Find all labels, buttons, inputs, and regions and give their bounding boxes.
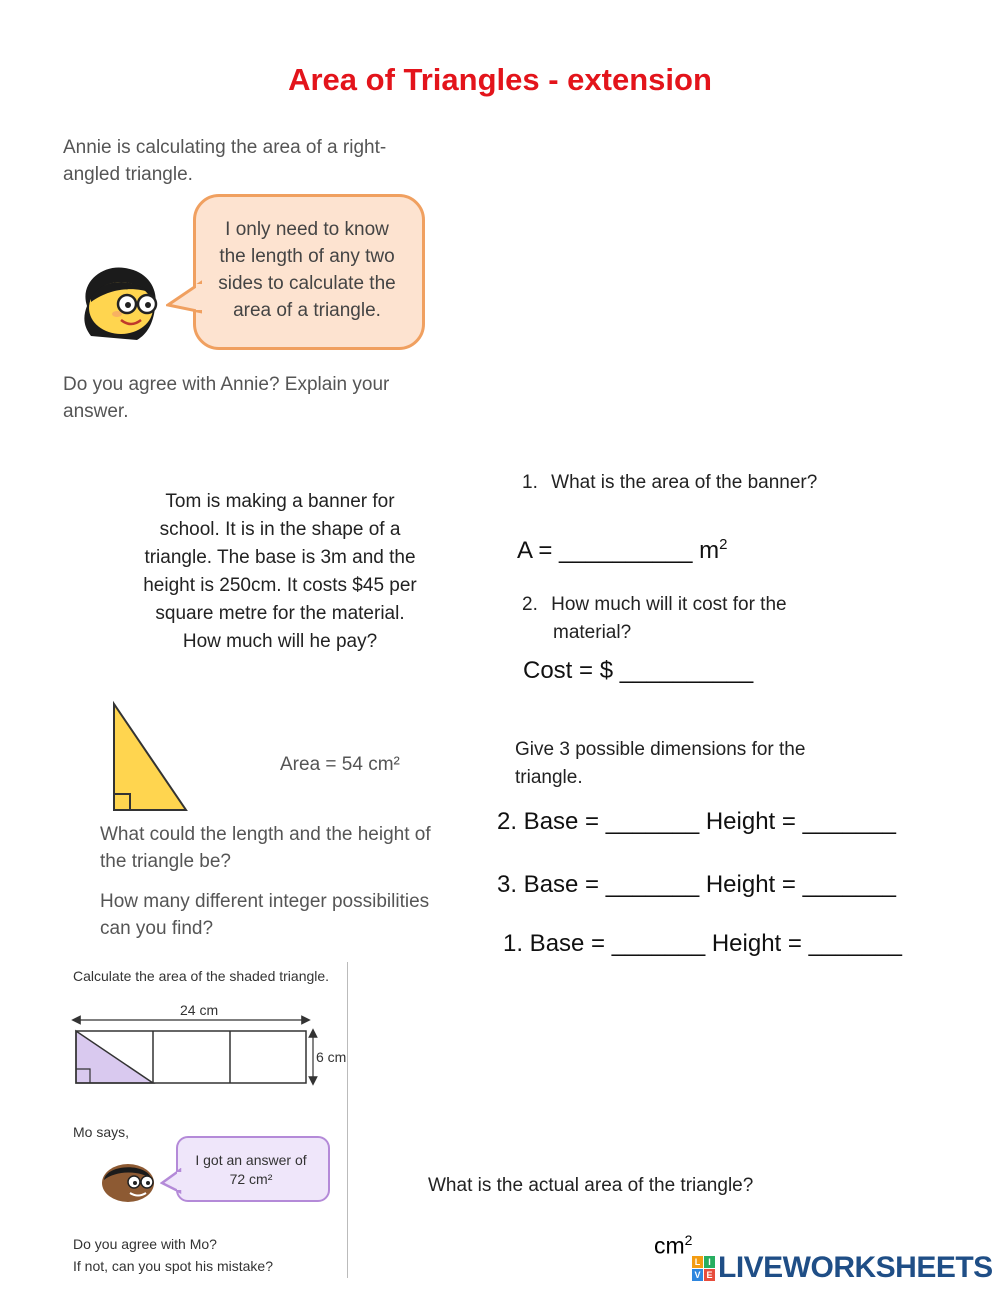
- actual-area-question: What is the actual area of the triangle?: [428, 1175, 754, 1196]
- dimension-row-2[interactable]: 2. Base = _______ Height = _______: [497, 808, 896, 835]
- annie-question-line: answer.: [63, 401, 129, 422]
- area-answer-label: A = __________ m: [517, 537, 720, 564]
- cost-answer-field[interactable]: Cost = $ __________: [523, 657, 754, 684]
- annie-speech-line: I only need to know: [225, 219, 389, 240]
- section-divider: [347, 962, 348, 1278]
- badge-letter: I: [704, 1256, 715, 1268]
- area54-question-2: [100, 888, 429, 942]
- area-answer-field[interactable]: [517, 536, 728, 565]
- tom-problem-line: Tom is making a banner for: [165, 491, 395, 512]
- actual-area-unit: cm: [654, 1232, 685, 1259]
- area-unit-sup: 2: [719, 536, 728, 553]
- banner-question-1: [522, 469, 817, 497]
- question-number: 1.: [522, 472, 538, 493]
- annie-question-line: Do you agree with Annie? Explain your: [63, 374, 390, 395]
- annie-intro-line: angled triangle.: [63, 164, 193, 185]
- dimensions-prompt: [515, 736, 805, 792]
- mo-avatar-icon: [98, 1158, 158, 1204]
- mo-question-line: If not, can you spot his mistake?: [73, 1258, 273, 1274]
- dimensions-prompt-line: triangle.: [515, 767, 583, 788]
- tom-problem: [110, 488, 450, 656]
- dimension-row-1[interactable]: 1. Base = _______ Height = _______: [503, 930, 902, 957]
- annie-speech-text: [200, 216, 414, 324]
- tom-problem-line: triangle. The base is 3m and the: [144, 547, 416, 568]
- annie-question: [63, 371, 389, 425]
- area54-question-line: What could the length and the height of: [100, 824, 431, 845]
- mo-question-line: Do you agree with Mo?: [73, 1236, 217, 1252]
- area54-question-line: the triangle be?: [100, 851, 231, 872]
- tom-problem-line: school. It is in the shape of a: [159, 519, 401, 540]
- annie-intro: [63, 134, 386, 188]
- shaded-rectangle-diagram: [70, 1012, 320, 1092]
- tom-problem-line: square metre for the material.: [155, 603, 405, 624]
- actual-area-answer-field[interactable]: [654, 1232, 692, 1260]
- mo-instruction: Calculate the area of the shaded triangle.: [73, 968, 330, 984]
- banner-question-2: [522, 591, 787, 647]
- tom-problem-line: height is 250cm. It costs $45 per: [143, 575, 417, 596]
- liveworksheets-logo[interactable]: LIVEWORKSHEETS: [718, 1251, 993, 1284]
- liveworksheets-badge-icon: [692, 1256, 716, 1282]
- badge-letter: L: [692, 1256, 703, 1268]
- mo-question: [73, 1233, 273, 1277]
- tom-problem-line: How much will he pay?: [182, 631, 378, 652]
- mo-speech-text: [178, 1151, 324, 1189]
- dimension-row-3[interactable]: 3. Base = _______ Height = _______: [497, 871, 896, 898]
- question-text: How much will it cost for the: [551, 594, 787, 615]
- annie-avatar-icon: [73, 262, 165, 346]
- mo-speech-line: I got an answer of: [195, 1152, 307, 1168]
- width-label: 24 cm: [180, 1002, 219, 1018]
- question-text: What is the area of the banner?: [551, 472, 818, 493]
- mo-says: Mo says,: [73, 1124, 130, 1140]
- actual-area-unit-sup: 2: [684, 1232, 693, 1248]
- area54-question-1: [100, 821, 431, 875]
- question-text: material?: [553, 622, 632, 643]
- page-title: Area of Triangles - extension: [288, 62, 712, 97]
- badge-letter: V: [692, 1269, 703, 1281]
- right-triangle-diagram: [108, 700, 192, 816]
- question-number: 2.: [522, 594, 538, 615]
- annie-speech-line: sides to calculate the: [218, 273, 396, 294]
- annie-speech-line: area of a triangle.: [233, 300, 381, 321]
- height-label: 6 cm: [316, 1049, 347, 1065]
- area-54-label: Area = 54 cm²: [280, 754, 400, 775]
- area54-question-line: How many different integer possibilities: [100, 891, 430, 912]
- annie-bubble-tail: [166, 280, 202, 320]
- dimensions-prompt-line: Give 3 possible dimensions for the: [515, 739, 806, 760]
- area54-question-line: can you find?: [100, 918, 214, 939]
- mo-speech-line: 72 cm²: [229, 1171, 273, 1187]
- annie-intro-line: Annie is calculating the area of a right-: [63, 137, 387, 158]
- annie-speech-line: the length of any two: [219, 246, 395, 267]
- badge-letter: E: [704, 1269, 715, 1281]
